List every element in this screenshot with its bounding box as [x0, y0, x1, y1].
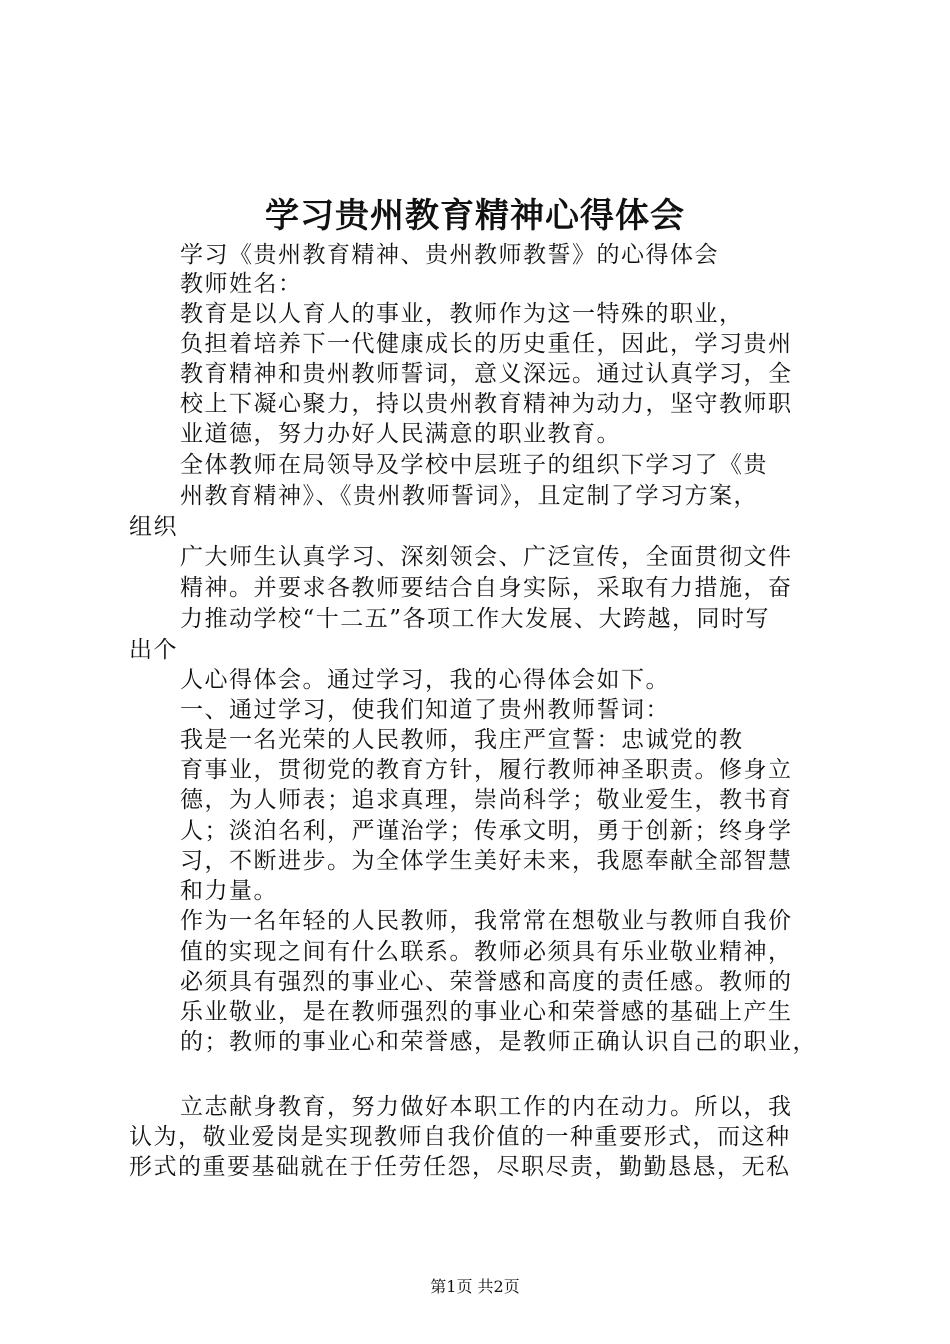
body-line: 校上下凝心聚力，持以贵州教育精神为动力，坚守教师职: [180, 391, 793, 417]
body-line: 负担着培养下一代健康成长的历史重任，因此，学习贵州: [180, 331, 793, 357]
body-line: 和力量。: [180, 878, 278, 904]
document-title: 学习贵州教育精神心得体会: [265, 196, 685, 236]
body-line: 习，不断进步。为全体学生美好未来，我愿奉献全部智慧: [180, 848, 793, 874]
body-line: 形式的重要基础就在于任劳任怨，尽职尽责，勤勤恳恳，无私: [129, 1154, 791, 1180]
body-line: 州教育精神》、《贵州教师誓词》，且定制了学习方案，: [180, 483, 758, 509]
body-line: 一、通过学习，使我们知道了贵州教师誓词：: [180, 697, 670, 723]
body-line: 组织: [129, 514, 178, 540]
body-line: 必须具有强烈的事业心、荣誉感和高度的责任感。教师的: [180, 969, 793, 995]
body-line: 我是一名光荣的人民教师，我庄严宣誓：忠诚党的教: [180, 727, 744, 753]
body-line: 认为，敬业爱岗是实现教师自我价值的一种重要形式，而这种: [129, 1124, 791, 1150]
body-line: 乐业敬业，是在教师强烈的事业心和荣誉感的基础上产生: [180, 999, 793, 1025]
body-line: 教师姓名：: [180, 271, 303, 297]
body-line: 的；教师的事业心和荣誉感，是教师正确认识自己的职业，: [180, 1029, 817, 1055]
body-line: 全体教师在局领导及学校中层班子的组织下学习了《贵: [180, 452, 768, 478]
body-line: 精神。并要求各教师要结合自身实际，采取有力措施，奋: [180, 575, 793, 601]
body-line: 学习《贵州教育精神、贵州教师教誓》的心得体会: [180, 242, 719, 268]
body-line: 作为一名年轻的人民教师，我常常在想敬业与教师自我价: [180, 908, 793, 934]
body-line: 教育是以人育人的事业，教师作为这一特殊的职业，: [180, 301, 744, 327]
body-line: 德，为人师表；追求真理，崇尚科学；敬业爱生，教书育: [180, 787, 793, 813]
body-line: 立志献身教育，努力做好本职工作的内在动力。所以，我: [180, 1094, 793, 1120]
body-line: 育事业，贯彻党的教育方针，履行教师神圣职责。修身立: [180, 757, 793, 783]
body-line: 教育精神和贵州教师誓词，意义深远。通过认真学习，全: [180, 361, 793, 387]
body-line: 出个: [129, 637, 178, 663]
body-line: 力推动学校“十二五”各项工作大发展、大跨越，同时写: [180, 606, 771, 632]
body-line: 人心得体会。通过学习，我的心得体会如下。: [180, 667, 670, 693]
body-line: 值的实现之间有什么联系。教师必须具有乐业敬业精神，: [180, 939, 793, 965]
body-line: 人；淡泊名利，严谨治学；传承文明，勇于创新；终身学: [180, 818, 793, 844]
body-line: 业道德，努力办好人民满意的职业教育。: [180, 421, 621, 447]
body-line: 广大师生认真学习、深刻领会、广泛宣传，全面贯彻文件: [180, 544, 793, 570]
page-number-footer: 第1页 共2页: [430, 1277, 520, 1296]
